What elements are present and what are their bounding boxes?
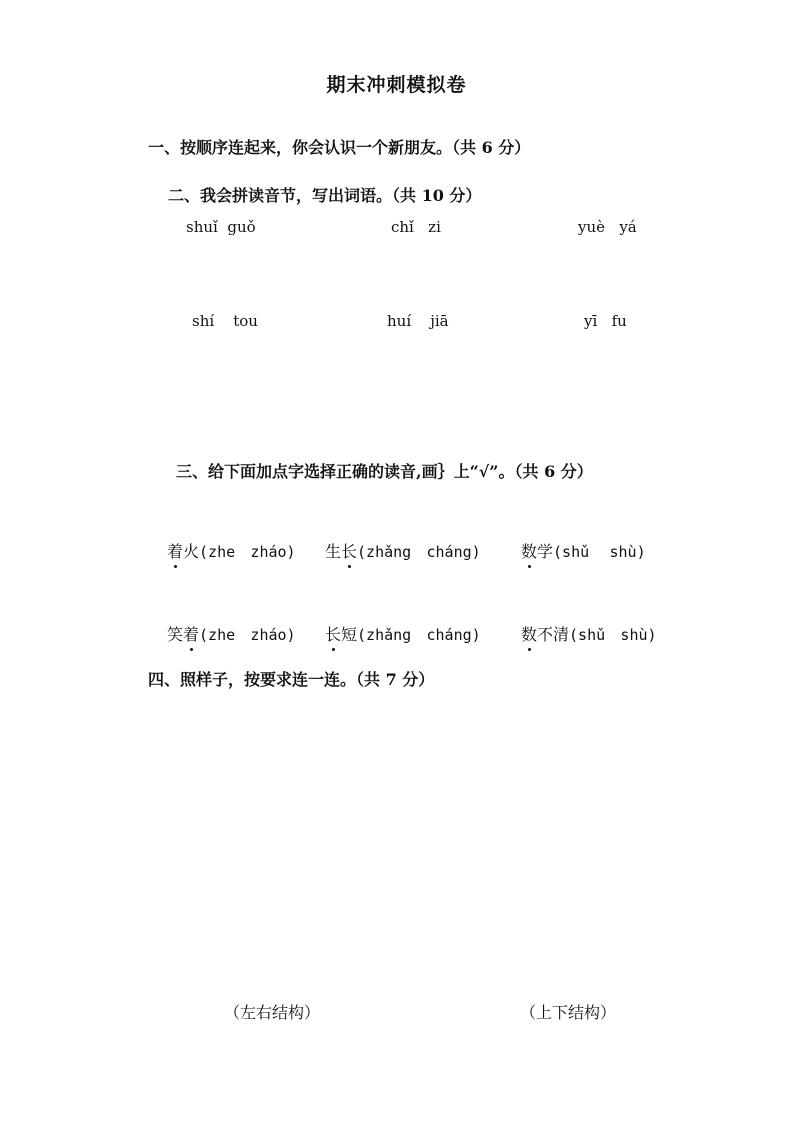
pinyin-syllable: huí [387,312,412,330]
reading-option[interactable]: (zhǎng [357,626,412,644]
reading-option[interactable]: cháng) [426,626,481,644]
pinyin-syllable: zi [428,218,441,236]
dotted-character: 数 [521,539,537,562]
reading-option[interactable]: (shǔ [569,626,606,644]
dotted-character: 长 [341,539,357,562]
pinyin-syllable: tou [233,312,258,330]
pinyin-syllable: guǒ [227,218,256,236]
reading-choice-item [167,539,296,562]
left-right-structure-label: （左右结构） [224,1003,321,1022]
pinyin-item [391,218,441,236]
pinyin-syllable: fu [611,312,627,330]
reading-choice-item [521,539,646,562]
section-2-heading: 二、我会拼读音节，写出词语。（共 10 分） [168,186,482,205]
reading-option[interactable]: cháng) [426,543,481,561]
pinyin-item [578,218,637,236]
pinyin-syllable: shí [192,312,215,330]
reading-option[interactable]: shù) [620,626,657,644]
pinyin-item [387,312,449,330]
section-1-heading: 一、按顺序连起来，你会认识一个新朋友。（共 6 分） [148,138,531,157]
dotted-character: 长 [325,622,341,645]
dotted-character: 着 [167,539,183,562]
pinyin-syllable: yī [584,312,598,330]
reading-choice-item [325,622,481,645]
reading-option[interactable]: (zhe [199,543,236,561]
top-bottom-structure-label: （上下结构） [520,1003,617,1022]
reading-option[interactable]: zháo) [250,543,296,561]
character: 不清 [537,625,570,644]
page-title: 期末冲刺模拟卷 [326,74,467,96]
character: 火 [183,542,200,561]
reading-option[interactable]: (shǔ [553,543,590,561]
reading-option[interactable]: (zhe [199,626,236,644]
dotted-character: 数 [521,622,537,645]
pinyin-syllable: chǐ [391,218,414,236]
character: 生 [325,542,342,561]
reading-option[interactable]: zháo) [250,626,296,644]
pinyin-item [186,218,256,236]
reading-choice-item [167,622,296,645]
character: 短 [341,625,358,644]
dotted-character: 着 [183,622,199,645]
pinyin-syllable: shuǐ [186,218,218,236]
reading-option[interactable]: (zhǎng [357,543,412,561]
pinyin-syllable: yuè [578,218,606,236]
reading-option[interactable]: shù) [609,543,646,561]
pinyin-item [192,312,258,330]
reading-choice-item [325,539,481,562]
character: 笑 [167,625,184,644]
character: 学 [537,542,554,561]
pinyin-syllable: yá [619,218,637,236]
pinyin-syllable: jiā [430,312,449,330]
section-4-heading: 四、照样子，按要求连一连。（共 7 分） [148,670,435,689]
pinyin-item [584,312,627,330]
reading-choice-item [521,622,657,645]
section-3-heading: 三、给下面加点字选择正确的读音,画｝上“√”。（共 6 分） [176,462,593,481]
